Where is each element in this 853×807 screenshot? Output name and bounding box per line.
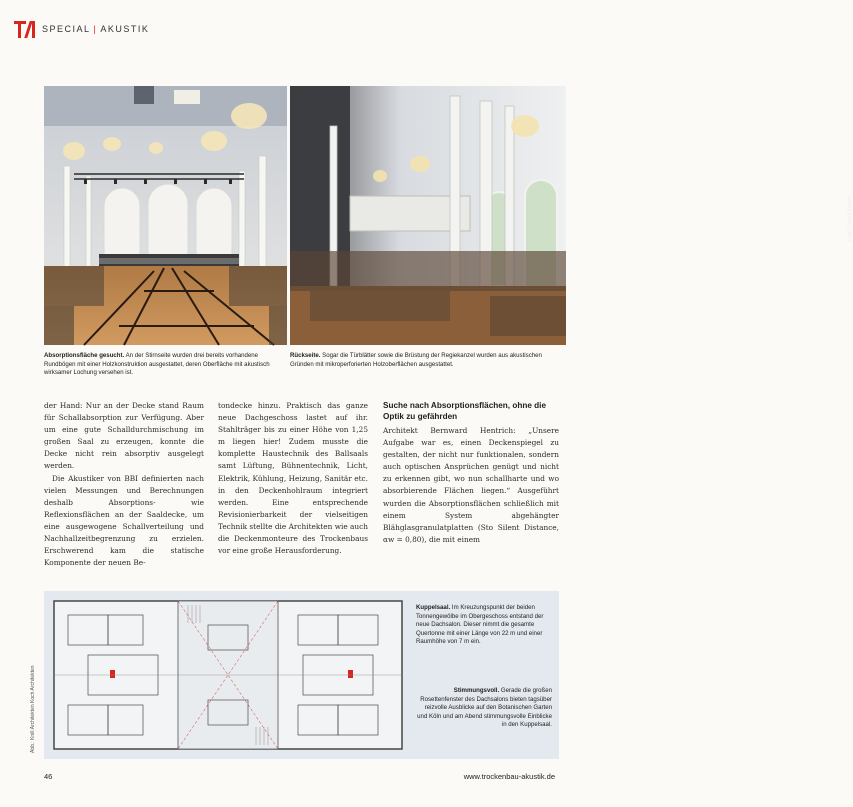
article-column-2: [218, 400, 368, 557]
section-name: SPECIAL: [42, 24, 91, 34]
paragraph: der Hand: Nur an der Decke stand Raum für Schallabsorption zur Verfügung. Aber um eine gute Schalldurchmischung im großen Saal zu erzeugen, konnte die Decke nicht rein absorptiv ausgelegt werden.: [44, 401, 204, 471]
caption-title: Rückseite.: [290, 352, 321, 359]
section-heading: Suche nach Absorptionsflächen, ohne die Optik zu gefährden: [383, 401, 547, 421]
plan-caption-2: [416, 687, 552, 730]
article-column-3: [383, 400, 559, 546]
caption-title: Absorptionsfläche gesucht.: [44, 352, 125, 359]
paragraph: Die Akustiker von BBI definierten nach vielen Messungen und Berechnungen deshalb Absorptions- wie Reflexionsflächen an der Saaldecke, um eine ausgewogene Schallverteilung und Nachhallzeitbegrenzung zu erzielen. Erschwerend kam die statische Komponente der neuen Be-: [44, 473, 204, 568]
photo-credit: Foto: Frank Kempen: [847, 196, 853, 242]
section-label: SPECIAL | AKUSTIK: [42, 24, 150, 34]
caption-text: Gerade die großen Rosettenfenster des Dachsalons bieten tagsüber reizvolle Ausblicke auf den Botanischen Garten und Köln und am Abend stimmungsvolle Einblicke in den Kuppelsaal.: [417, 687, 552, 729]
caption-title: Kuppelsaal.: [416, 604, 451, 611]
photo-caption-left: [44, 352, 284, 378]
magazine-header: [14, 18, 149, 40]
caption-text: Sogar die Türblätter sowie die Brüstung der Regiekanzel wurden aus akustischen Gründen mit mikroperforierten Holzoberflächen ausgestattet.: [290, 352, 542, 368]
ballroom-front-photo: [44, 86, 287, 345]
website-url[interactable]: www.trockenbau-akustik.de: [463, 772, 555, 781]
ballroom-rear-photo: [290, 86, 853, 345]
photo-caption-right: [290, 352, 558, 369]
page-number: 46: [44, 772, 53, 781]
section-topic: AKUSTIK: [100, 24, 150, 34]
floor-plan-drawing: [48, 595, 408, 755]
caption-text: An der Stirnseite wurden drei bereits vorhandene Rundbögen mit einer Holzkonstruktion ausgestattet, deren Oberfläche mit akustisch wirksamer Lochung versehen ist.: [44, 352, 270, 377]
plan-caption-1: [416, 604, 546, 647]
caption-title: Stimmungsvoll.: [453, 687, 500, 694]
paragraph: tondecke hinzu. Praktisch das ganze neue Dachgeschoss lastet auf ihr. Stahlträger bis zu einer Höhe von 1,25 m liegen hier! Zudem musste die komplette Haustechnik des Ballsaals samt Lüftung, Bühnentechnik, Licht, Elektrik, Kühlung, Heizung, Sanitär etc. in den Deckenhohlraum integriert werden. Eine entsprechende Revisionierbarkeit der vielseitigen Technik stellte die Architekten wie auch die Deckenmonteure des Trockenbaus vor eine große Herausforderung.: [218, 401, 368, 556]
paragraph: Architekt Bernward Hentrich: „Unsere Aufgabe war es, einen Deckenspiegel zu gestalten, der nicht nur funktionalen, sondern auch optischen Ansprüchen genügt und nicht zu erkennen gibt, wo nun schallharte und wo absorbierende Flächen liegen.“ Ausgeführt wurden die Absorptionsflächen schließlich mit einem System abgehängter Blähglasgranulatplatten (Sto Silent Distance, αw = 0,80), die mit einem: [383, 426, 559, 544]
caption-text: Im Kreuzungspunkt der beiden Tonnengewölbe im Obergeschoss entstand der neue Dachsalon. Dieser nimmt die gesamte Quertonne mit einer Länge von 22 m und einer Raumhöhe von 7 m ein.: [416, 604, 544, 646]
plan-credit: Abb.: Knill Architekten Koch Architekten: [30, 665, 36, 753]
magazine-logo: [14, 19, 40, 39]
article-column-1: [44, 400, 204, 569]
